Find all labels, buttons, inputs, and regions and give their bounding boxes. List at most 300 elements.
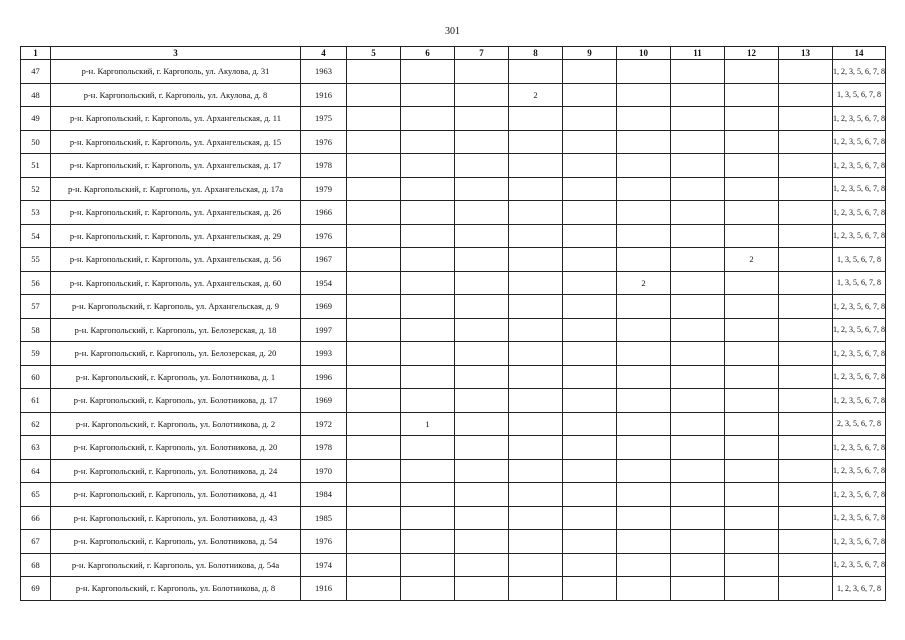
table-row — [21, 154, 886, 178]
column-header: 10 — [617, 47, 671, 60]
cell-col-9 — [563, 107, 617, 131]
cell-col-8: 2 — [509, 83, 563, 107]
cell-col-6 — [401, 459, 455, 483]
row-number-cell: 63 — [21, 436, 51, 460]
year-cell: 1997 — [301, 318, 347, 342]
year-cell: 1978 — [301, 436, 347, 460]
cell-col-10 — [617, 342, 671, 366]
cell-col-8 — [509, 177, 563, 201]
year-cell: 1976 — [301, 530, 347, 554]
cell-col-6 — [401, 154, 455, 178]
cell-col-13 — [779, 224, 833, 248]
address-cell: р-н. Каргопольский, г. Каргополь, ул. Болотникова, д. 54 — [51, 530, 301, 554]
cell-col-6 — [401, 177, 455, 201]
cell-col-9 — [563, 342, 617, 366]
address-cell: р-н. Каргопольский, г. Каргополь, ул. Архангельская, д. 11 — [51, 107, 301, 131]
cell-col-11 — [671, 248, 725, 272]
cell-col-7 — [455, 60, 509, 84]
cell-col-9 — [563, 224, 617, 248]
cell-col-12 — [725, 130, 779, 154]
cell-col-14: 1, 3, 5, 6, 7, 8 — [833, 271, 886, 295]
cell-col-10 — [617, 60, 671, 84]
cell-col-11 — [671, 224, 725, 248]
cell-col-7 — [455, 107, 509, 131]
cell-col-8 — [509, 459, 563, 483]
cell-col-12 — [725, 201, 779, 225]
cell-col-7 — [455, 271, 509, 295]
cell-col-7 — [455, 342, 509, 366]
table-row — [21, 83, 886, 107]
cell-col-12 — [725, 436, 779, 460]
cell-col-7 — [455, 530, 509, 554]
cell-col-6 — [401, 483, 455, 507]
cell-col-13 — [779, 436, 833, 460]
address-cell: р-н. Каргопольский, г. Каргополь, ул. Архангельская, д. 26 — [51, 201, 301, 225]
cell-col-6 — [401, 436, 455, 460]
cell-col-11 — [671, 436, 725, 460]
cell-col-6 — [401, 342, 455, 366]
cell-col-12 — [725, 60, 779, 84]
row-number-cell: 58 — [21, 318, 51, 342]
cell-col-5 — [347, 318, 401, 342]
table-row — [21, 130, 886, 154]
cell-col-14: 1, 2, 3, 5, 6, 7, 8 — [833, 530, 886, 554]
cell-col-7 — [455, 248, 509, 272]
cell-col-7 — [455, 83, 509, 107]
address-cell: р-н. Каргопольский, г. Каргополь, ул. Болотникова, д. 17 — [51, 389, 301, 413]
cell-col-11 — [671, 318, 725, 342]
row-number-cell: 60 — [21, 365, 51, 389]
table-row — [21, 389, 886, 413]
cell-col-13 — [779, 295, 833, 319]
cell-col-5 — [347, 436, 401, 460]
cell-col-14: 1, 2, 3, 5, 6, 7, 8 — [833, 483, 886, 507]
table-row — [21, 459, 886, 483]
row-number-cell: 68 — [21, 553, 51, 577]
cell-col-12: 2 — [725, 248, 779, 272]
address-cell: р-н. Каргопольский, г. Каргополь, ул. Болотникова, д. 43 — [51, 506, 301, 530]
column-header: 9 — [563, 47, 617, 60]
cell-col-9 — [563, 154, 617, 178]
cell-col-7 — [455, 154, 509, 178]
cell-col-6 — [401, 271, 455, 295]
cell-col-5 — [347, 553, 401, 577]
cell-col-8 — [509, 342, 563, 366]
column-header: 6 — [401, 47, 455, 60]
cell-col-9 — [563, 60, 617, 84]
cell-col-12 — [725, 389, 779, 413]
address-cell: р-н. Каргопольский, г. Каргополь, ул. Архангельская, д. 56 — [51, 248, 301, 272]
cell-col-9 — [563, 459, 617, 483]
row-number-cell: 54 — [21, 224, 51, 248]
cell-col-12 — [725, 271, 779, 295]
cell-col-12 — [725, 83, 779, 107]
row-number-cell: 51 — [21, 154, 51, 178]
cell-col-13 — [779, 201, 833, 225]
cell-col-8 — [509, 577, 563, 601]
year-cell: 1978 — [301, 154, 347, 178]
cell-col-10 — [617, 506, 671, 530]
cell-col-6 — [401, 83, 455, 107]
table-row — [21, 318, 886, 342]
cell-col-13 — [779, 342, 833, 366]
cell-col-11 — [671, 412, 725, 436]
cell-col-11 — [671, 201, 725, 225]
row-number-cell: 49 — [21, 107, 51, 131]
cell-col-12 — [725, 459, 779, 483]
cell-col-12 — [725, 365, 779, 389]
header-row — [21, 47, 886, 60]
cell-col-9 — [563, 483, 617, 507]
cell-col-11 — [671, 553, 725, 577]
cell-col-12 — [725, 224, 779, 248]
table-row — [21, 201, 886, 225]
cell-col-11 — [671, 342, 725, 366]
year-cell: 1974 — [301, 553, 347, 577]
cell-col-14: 1, 2, 3, 5, 6, 7, 8 — [833, 60, 886, 84]
year-cell: 1963 — [301, 60, 347, 84]
page-number: 301 — [445, 26, 460, 37]
cell-col-14: 1, 2, 3, 5, 6, 7, 8 — [833, 201, 886, 225]
row-number-cell: 57 — [21, 295, 51, 319]
cell-col-6 — [401, 318, 455, 342]
column-header: 1 — [21, 47, 51, 60]
cell-col-9 — [563, 271, 617, 295]
cell-col-12 — [725, 154, 779, 178]
cell-col-11 — [671, 83, 725, 107]
cell-col-5 — [347, 107, 401, 131]
cell-col-9 — [563, 83, 617, 107]
cell-col-11 — [671, 459, 725, 483]
cell-col-11 — [671, 154, 725, 178]
table-row — [21, 107, 886, 131]
cell-col-11 — [671, 483, 725, 507]
year-cell: 1976 — [301, 224, 347, 248]
cell-col-6 — [401, 389, 455, 413]
cell-col-9 — [563, 553, 617, 577]
cell-col-13 — [779, 483, 833, 507]
year-cell: 1954 — [301, 271, 347, 295]
cell-col-13 — [779, 60, 833, 84]
cell-col-10 — [617, 530, 671, 554]
row-number-cell: 50 — [21, 130, 51, 154]
year-cell: 1975 — [301, 107, 347, 131]
cell-col-12 — [725, 342, 779, 366]
cell-col-13 — [779, 83, 833, 107]
address-cell: р-н. Каргопольский, г. Каргополь, ул. Болотникова, д. 1 — [51, 365, 301, 389]
cell-col-14: 1, 2, 3, 5, 6, 7, 8 — [833, 436, 886, 460]
cell-col-10 — [617, 177, 671, 201]
cell-col-10 — [617, 248, 671, 272]
cell-col-11 — [671, 271, 725, 295]
cell-col-5 — [347, 271, 401, 295]
cell-col-7 — [455, 483, 509, 507]
cell-col-8 — [509, 506, 563, 530]
cell-col-12 — [725, 506, 779, 530]
cell-col-7 — [455, 177, 509, 201]
cell-col-5 — [347, 389, 401, 413]
cell-col-7 — [455, 389, 509, 413]
cell-col-9 — [563, 365, 617, 389]
cell-col-13 — [779, 107, 833, 131]
cell-col-13 — [779, 154, 833, 178]
cell-col-8 — [509, 530, 563, 554]
cell-col-12 — [725, 412, 779, 436]
cell-col-9 — [563, 201, 617, 225]
address-cell: р-н. Каргопольский, г. Каргополь, ул. Болотникова, д. 54а — [51, 553, 301, 577]
cell-col-14: 1, 3, 5, 6, 7, 8 — [833, 248, 886, 272]
column-header: 13 — [779, 47, 833, 60]
cell-col-5 — [347, 154, 401, 178]
cell-col-8 — [509, 483, 563, 507]
row-number-cell: 52 — [21, 177, 51, 201]
cell-col-8 — [509, 318, 563, 342]
cell-col-13 — [779, 506, 833, 530]
cell-col-5 — [347, 295, 401, 319]
cell-col-5 — [347, 365, 401, 389]
cell-col-12 — [725, 107, 779, 131]
cell-col-6 — [401, 130, 455, 154]
cell-col-10 — [617, 483, 671, 507]
cell-col-10 — [617, 83, 671, 107]
row-number-cell: 47 — [21, 60, 51, 84]
row-number-cell: 64 — [21, 459, 51, 483]
cell-col-10 — [617, 295, 671, 319]
cell-col-9 — [563, 295, 617, 319]
cell-col-12 — [725, 530, 779, 554]
cell-col-6: 1 — [401, 412, 455, 436]
cell-col-5 — [347, 459, 401, 483]
cell-col-7 — [455, 436, 509, 460]
cell-col-14: 1, 3, 5, 6, 7, 8 — [833, 83, 886, 107]
cell-col-10 — [617, 389, 671, 413]
year-cell: 1979 — [301, 177, 347, 201]
row-number-cell: 59 — [21, 342, 51, 366]
year-cell: 1916 — [301, 83, 347, 107]
cell-col-10 — [617, 107, 671, 131]
address-cell: р-н. Каргопольский, г. Каргополь, ул. Акулова, д. 8 — [51, 83, 301, 107]
cell-col-9 — [563, 248, 617, 272]
cell-col-6 — [401, 553, 455, 577]
cell-col-14: 1, 2, 3, 5, 6, 7, 8 — [833, 553, 886, 577]
cell-col-11 — [671, 506, 725, 530]
cell-col-12 — [725, 318, 779, 342]
cell-col-13 — [779, 553, 833, 577]
year-cell: 1985 — [301, 506, 347, 530]
table-row — [21, 224, 886, 248]
address-cell: р-н. Каргопольский, г. Каргополь, ул. Акулова, д. 31 — [51, 60, 301, 84]
cell-col-6 — [401, 295, 455, 319]
cell-col-13 — [779, 412, 833, 436]
row-number-cell: 48 — [21, 83, 51, 107]
year-cell: 1993 — [301, 342, 347, 366]
column-header: 14 — [833, 47, 886, 60]
cell-col-5 — [347, 130, 401, 154]
row-number-cell: 66 — [21, 506, 51, 530]
cell-col-10 — [617, 412, 671, 436]
column-header: 7 — [455, 47, 509, 60]
cell-col-5 — [347, 577, 401, 601]
year-cell: 1970 — [301, 459, 347, 483]
cell-col-7 — [455, 412, 509, 436]
cell-col-14: 1, 2, 3, 5, 6, 7, 8 — [833, 365, 886, 389]
cell-col-9 — [563, 530, 617, 554]
cell-col-14: 1, 2, 3, 5, 6, 7, 8 — [833, 342, 886, 366]
cell-col-10 — [617, 436, 671, 460]
cell-col-7 — [455, 201, 509, 225]
housing-register-table — [20, 46, 886, 601]
cell-col-14: 1, 2, 3, 5, 6, 7, 8 — [833, 154, 886, 178]
cell-col-5 — [347, 483, 401, 507]
address-cell: р-н. Каргопольский, г. Каргополь, ул. Архангельская, д. 17а — [51, 177, 301, 201]
cell-col-10 — [617, 224, 671, 248]
cell-col-14: 1, 2, 3, 5, 6, 7, 8 — [833, 459, 886, 483]
cell-col-9 — [563, 389, 617, 413]
cell-col-11 — [671, 177, 725, 201]
cell-col-8 — [509, 412, 563, 436]
cell-col-7 — [455, 459, 509, 483]
cell-col-11 — [671, 577, 725, 601]
cell-col-5 — [347, 224, 401, 248]
cell-col-5 — [347, 201, 401, 225]
table-row — [21, 530, 886, 554]
cell-col-8 — [509, 130, 563, 154]
table-row — [21, 412, 886, 436]
cell-col-9 — [563, 130, 617, 154]
cell-col-14: 1, 2, 3, 5, 6, 7, 8 — [833, 389, 886, 413]
year-cell: 1969 — [301, 389, 347, 413]
row-number-cell: 65 — [21, 483, 51, 507]
cell-col-14: 1, 2, 3, 6, 7, 8 — [833, 577, 886, 601]
cell-col-10 — [617, 130, 671, 154]
address-cell: р-н. Каргопольский, г. Каргополь, ул. Белозерская, д. 18 — [51, 318, 301, 342]
cell-col-11 — [671, 130, 725, 154]
cell-col-7 — [455, 130, 509, 154]
cell-col-6 — [401, 60, 455, 84]
cell-col-13 — [779, 177, 833, 201]
address-cell: р-н. Каргопольский, г. Каргополь, ул. Архангельская, д. 29 — [51, 224, 301, 248]
cell-col-7 — [455, 318, 509, 342]
cell-col-13 — [779, 530, 833, 554]
cell-col-8 — [509, 224, 563, 248]
cell-col-11 — [671, 60, 725, 84]
row-number-cell: 67 — [21, 530, 51, 554]
address-cell: р-н. Каргопольский, г. Каргополь, ул. Архангельская, д. 17 — [51, 154, 301, 178]
year-cell: 1966 — [301, 201, 347, 225]
cell-col-9 — [563, 177, 617, 201]
cell-col-6 — [401, 107, 455, 131]
year-cell: 1976 — [301, 130, 347, 154]
column-header: 11 — [671, 47, 725, 60]
cell-col-8 — [509, 365, 563, 389]
cell-col-9 — [563, 412, 617, 436]
address-cell: р-н. Каргопольский, г. Каргополь, ул. Болотникова, д. 24 — [51, 459, 301, 483]
address-cell: р-н. Каргопольский, г. Каргополь, ул. Архангельская, д. 60 — [51, 271, 301, 295]
cell-col-8 — [509, 248, 563, 272]
row-number-cell: 53 — [21, 201, 51, 225]
cell-col-8 — [509, 107, 563, 131]
table-row — [21, 295, 886, 319]
cell-col-13 — [779, 130, 833, 154]
cell-col-11 — [671, 365, 725, 389]
cell-col-13 — [779, 389, 833, 413]
row-number-cell: 55 — [21, 248, 51, 272]
year-cell: 1969 — [301, 295, 347, 319]
table-row — [21, 177, 886, 201]
cell-col-10 — [617, 577, 671, 601]
table-row — [21, 483, 886, 507]
cell-col-14: 1, 2, 3, 5, 6, 7, 8 — [833, 130, 886, 154]
cell-col-10 — [617, 553, 671, 577]
cell-col-11 — [671, 530, 725, 554]
cell-col-13 — [779, 365, 833, 389]
row-number-cell: 69 — [21, 577, 51, 601]
address-cell: р-н. Каргопольский, г. Каргополь, ул. Болотникова, д. 8 — [51, 577, 301, 601]
cell-col-7 — [455, 365, 509, 389]
row-number-cell: 56 — [21, 271, 51, 295]
cell-col-14: 1, 2, 3, 5, 6, 7, 8 — [833, 107, 886, 131]
cell-col-6 — [401, 365, 455, 389]
cell-col-6 — [401, 201, 455, 225]
table-row — [21, 436, 886, 460]
row-number-cell: 62 — [21, 412, 51, 436]
address-cell: р-н. Каргопольский, г. Каргополь, ул. Болотникова, д. 41 — [51, 483, 301, 507]
cell-col-9 — [563, 506, 617, 530]
cell-col-8 — [509, 553, 563, 577]
cell-col-12 — [725, 553, 779, 577]
table-body — [21, 60, 886, 601]
cell-col-6 — [401, 577, 455, 601]
cell-col-11 — [671, 295, 725, 319]
cell-col-10 — [617, 201, 671, 225]
table-row — [21, 506, 886, 530]
cell-col-10: 2 — [617, 271, 671, 295]
address-cell: р-н. Каргопольский, г. Каргополь, ул. Болотникова, д. 2 — [51, 412, 301, 436]
cell-col-6 — [401, 224, 455, 248]
cell-col-10 — [617, 459, 671, 483]
table-row — [21, 271, 886, 295]
cell-col-8 — [509, 201, 563, 225]
cell-col-13 — [779, 459, 833, 483]
address-cell: р-н. Каргопольский, г. Каргополь, ул. Архангельская, д. 15 — [51, 130, 301, 154]
cell-col-10 — [617, 154, 671, 178]
cell-col-9 — [563, 577, 617, 601]
table-row — [21, 60, 886, 84]
column-header: 5 — [347, 47, 401, 60]
cell-col-12 — [725, 177, 779, 201]
cell-col-12 — [725, 577, 779, 601]
cell-col-7 — [455, 577, 509, 601]
cell-col-5 — [347, 530, 401, 554]
cell-col-13 — [779, 248, 833, 272]
cell-col-11 — [671, 389, 725, 413]
cell-col-10 — [617, 318, 671, 342]
cell-col-8 — [509, 389, 563, 413]
cell-col-12 — [725, 295, 779, 319]
cell-col-14: 2, 3, 5, 6, 7, 8 — [833, 412, 886, 436]
year-cell: 1972 — [301, 412, 347, 436]
column-header: 12 — [725, 47, 779, 60]
column-header: 8 — [509, 47, 563, 60]
cell-col-6 — [401, 530, 455, 554]
cell-col-13 — [779, 271, 833, 295]
table-row — [21, 365, 886, 389]
address-cell: р-н. Каргопольский, г. Каргополь, ул. Болотникова, д. 20 — [51, 436, 301, 460]
cell-col-12 — [725, 483, 779, 507]
cell-col-10 — [617, 365, 671, 389]
cell-col-13 — [779, 318, 833, 342]
cell-col-7 — [455, 224, 509, 248]
